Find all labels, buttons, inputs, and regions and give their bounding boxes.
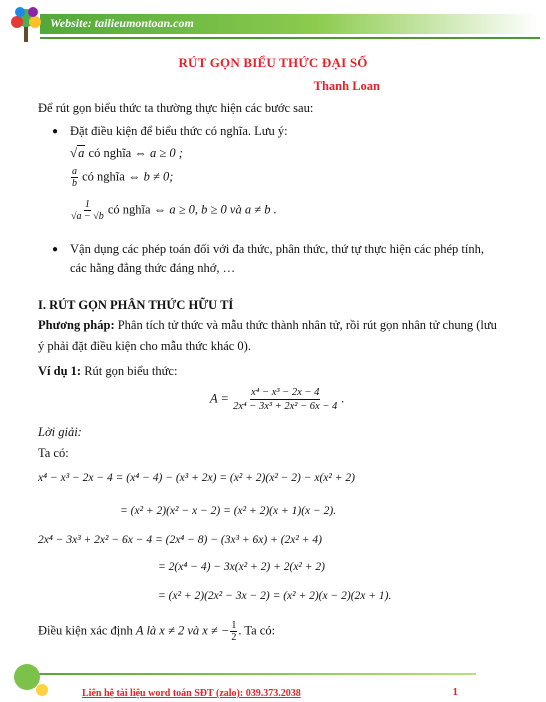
expr-den: 2x⁴ − 3x³ + 2x² − 6x − 4 bbox=[233, 401, 338, 412]
condition-sqrt-diff bbox=[70, 199, 277, 222]
fraction-a-b bbox=[71, 166, 78, 189]
frac-num: 1 bbox=[84, 199, 90, 210]
sqrt-arg: a bbox=[78, 146, 85, 160]
intro-text: Để rút gọn biểu thức ta thường thực hiện các bước sau: bbox=[38, 101, 314, 115]
bullet2-line2: các hằng đẳng thức đáng nhớ, … bbox=[70, 261, 236, 275]
cond2-text: có nghĩa bbox=[82, 169, 125, 184]
bullet-dot: ● bbox=[52, 244, 59, 255]
fraction-half bbox=[230, 620, 237, 643]
final-condition bbox=[38, 620, 275, 643]
page-title: RÚT GỌN BIỂU THỨC ĐẠI SỐ bbox=[178, 55, 368, 70]
equation-line1: x⁴ − x³ − 2x − 4 = (x⁴ − 4) − (x³ + 2x) = (x² + 2)(x² − 2) − x(x² + 2) bbox=[38, 472, 355, 484]
condition-fraction bbox=[70, 166, 173, 189]
equation-line4: = 2(x⁴ − 4) − 3x(x² + 2) + 2(x² + 2) bbox=[158, 561, 325, 573]
expression-a bbox=[210, 386, 345, 413]
final-pre: Điều kiện xác định bbox=[38, 623, 136, 638]
equation-line2: = (x² + 2)(x² − x − 2) = (x² + 2)(x + 1)(x − 2). bbox=[120, 505, 337, 517]
footer-contact[interactable]: Liên hệ tài liệu word toán SĐT (zalo): 039.373.2038 bbox=[82, 688, 301, 699]
final-mid: là x ≠ 2 và x ≠ − bbox=[143, 623, 230, 638]
final-post: . Ta có: bbox=[238, 623, 276, 638]
fraction-1-sqrtdiff bbox=[71, 199, 104, 222]
frac-den: b bbox=[72, 178, 77, 189]
page-number: 1 bbox=[452, 686, 458, 698]
example-line bbox=[38, 364, 177, 379]
taco-text: Ta có: bbox=[38, 446, 69, 460]
tree-logo-icon bbox=[8, 4, 44, 44]
bullet2-line1: Vận dụng các phép toán đối với đa thức, phân thức, thứ tự thực hiện các phép tính, bbox=[70, 242, 484, 256]
footer-line bbox=[36, 673, 476, 675]
example-text: Rút gọn biểu thức: bbox=[81, 364, 178, 378]
cond1-text: có nghĩa bbox=[88, 146, 132, 160]
method-label: Phương pháp: bbox=[38, 318, 115, 332]
bullet1-text: Đặt điều kiện để biểu thức có nghĩa. Lưu ý: bbox=[70, 124, 288, 138]
expr-fraction bbox=[233, 386, 337, 413]
expr-end: . bbox=[341, 391, 345, 406]
frac-den: 2 bbox=[231, 632, 237, 643]
final-var: A bbox=[135, 623, 144, 638]
frac-den: √a − √b bbox=[71, 211, 104, 222]
website-link[interactable]: Website: tailieumontoan.com bbox=[50, 16, 194, 30]
condition-sqrt: √a có nghĩa ⇔ a ≥ 0 ; bbox=[70, 145, 183, 160]
frac-num: a bbox=[72, 166, 77, 177]
header-line bbox=[40, 37, 540, 39]
bullet-dot: ● bbox=[52, 126, 59, 137]
cond2-rel: ⇔ b ≠ 0; bbox=[127, 169, 174, 184]
example-label: Ví dụ 1: bbox=[38, 364, 82, 378]
equation-line5: = (x² + 2)(2x² − 3x − 2) = (x² + 2)(x − 2)(2x + 1). bbox=[158, 590, 392, 602]
cond1-rel: ⇔ a ≥ 0 ; bbox=[134, 146, 183, 160]
section-heading: I. RÚT GỌN PHÂN THỨC HỮU TỈ bbox=[38, 298, 234, 312]
cond3-text: có nghĩa bbox=[107, 202, 151, 217]
expr-lhs: A = bbox=[210, 391, 229, 406]
method-line2: ý phải đặt điều kiện cho mẫu thức khác 0). bbox=[38, 339, 251, 353]
page-header bbox=[0, 0, 546, 48]
expr-num: x⁴ − x³ − 2x − 4 bbox=[251, 387, 320, 398]
method-text: Phân tích tử thức và mẫu thức thành nhân tử, rồi rút gọn nhân tử chung (lưu bbox=[114, 318, 497, 332]
footer-dot-icon bbox=[36, 684, 48, 696]
equation-line3: 2x⁴ − 3x³ + 2x² − 6x − 4 = (2x⁴ − 8) − (3x³ + 6x) + (2x² + 4) bbox=[38, 534, 322, 546]
frac-num: 1 bbox=[231, 620, 237, 631]
author-name: Thanh Loan bbox=[313, 79, 380, 93]
cond3-rel: ⇔ a ≥ 0, b ≥ 0 và a ≠ b . bbox=[153, 202, 277, 217]
solution-label: Lời giải: bbox=[38, 425, 82, 439]
method-line1 bbox=[38, 318, 497, 333]
